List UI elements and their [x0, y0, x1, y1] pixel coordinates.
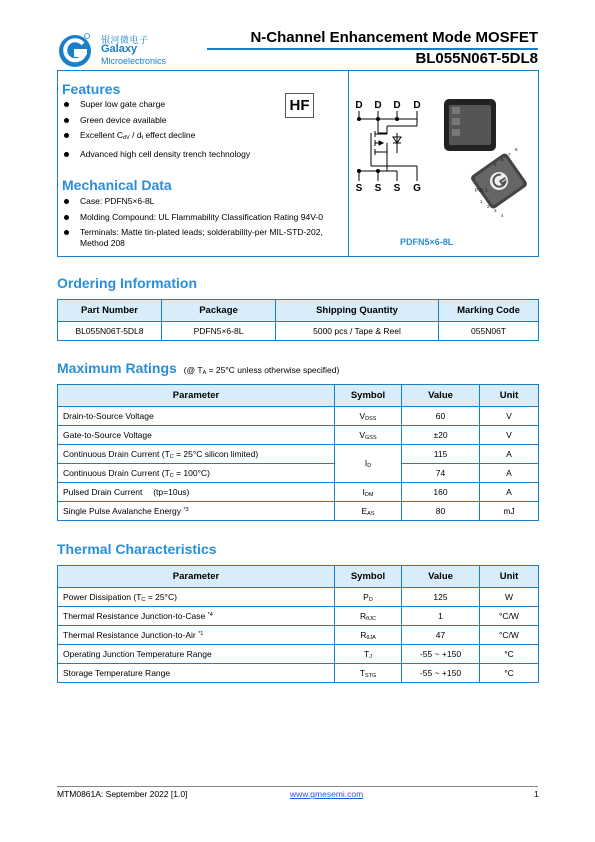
logo-sub-text: Microelectronics	[101, 56, 167, 66]
mechanical-item: Molding Compound: UL Flammability Classification Rating 94V-0	[63, 212, 343, 223]
table-cell: $T_J$	[335, 645, 402, 664]
table-header-row	[58, 566, 539, 588]
features-list	[63, 99, 250, 164]
svg-text:8: 8	[515, 147, 518, 152]
table-row	[58, 445, 539, 464]
logo-brand-text: Galaxy	[101, 43, 138, 55]
column-header: Parameter	[58, 385, 335, 407]
pin-label: S	[355, 183, 363, 194]
table-cell: BL055N06T-5DL8	[58, 322, 162, 341]
website-link[interactable]: www.gmesemi.com	[290, 789, 364, 799]
table-row	[58, 502, 539, 521]
table-cell: V	[480, 407, 539, 426]
max-ratings-heading: Maximum Ratings (@ $T_A = 25^\circ C$ unless otherwise specified)	[57, 360, 340, 376]
footer-divider	[57, 786, 538, 787]
company-logo	[57, 30, 187, 70]
logo-chinese-text: 银河微电子	[101, 36, 149, 46]
table-row	[58, 407, 539, 426]
feature-item: Excellent $C_{dV} / d_t$ effect decline	[63, 130, 250, 144]
table-cell: -55 ~ +150	[402, 645, 480, 664]
table-cell: $R_{\theta JC}$	[335, 607, 402, 626]
table-cell: -55 ~ +150	[402, 664, 480, 683]
pin-label: D	[374, 100, 382, 111]
table-cell: Single Pulse Avalanche Energy $^{*3}$	[58, 502, 335, 521]
thermal-heading: Thermal Characteristics	[57, 541, 217, 557]
table-cell: $R_{\theta JA}$	[335, 626, 402, 645]
column-header: Marking Code	[439, 300, 539, 322]
pin-label: G	[413, 183, 421, 194]
table-cell: 60	[402, 407, 480, 426]
svg-text:3: 3	[494, 208, 497, 213]
table-row	[58, 588, 539, 607]
column-header: Part Number	[58, 300, 162, 322]
table-cell: Storage Temperature Range	[58, 664, 335, 683]
pin-label: S	[393, 183, 401, 194]
max-ratings-condition: (@ $T_A = 25^\circ C$ unless otherwise specified)	[183, 365, 340, 376]
table-cell: Continuous Drain Current $(T_C = 100^\circ C)$	[58, 464, 335, 483]
svg-text:4: 4	[501, 213, 504, 218]
table-row	[58, 626, 539, 645]
table-cell: A	[480, 483, 539, 502]
column-header: Package	[162, 300, 276, 322]
table-cell: °C/W	[480, 607, 539, 626]
mechanical-heading: Mechanical Data	[62, 177, 172, 193]
mechanical-item: Terminals: Matte tin-plated leads; solderability-per MIL-STD-202, Method 208	[63, 227, 343, 249]
table-cell: ±20	[402, 426, 480, 445]
features-heading: Features	[62, 81, 121, 97]
table-cell: $P_D$	[335, 588, 402, 607]
column-header: Parameter	[58, 566, 335, 588]
feature-item: Green device available	[63, 115, 250, 126]
document-title: N-Channel Enhancement Mode MOSFET	[250, 29, 538, 46]
column-header: Unit	[480, 385, 539, 407]
table-cell: Continuous Drain Current ($T_C = 25^\circ C$ silicon limited)	[58, 445, 335, 464]
part-number-title: BL055N06T-5DL8	[415, 50, 538, 67]
page-number: 1	[534, 789, 539, 799]
column-header: Value	[402, 566, 480, 588]
table-cell: Thermal Resistance Junction-to-Case $^{*4}$	[58, 607, 335, 626]
table-cell: V	[480, 426, 539, 445]
table-cell: A	[480, 464, 539, 483]
table-cell: 125	[402, 588, 480, 607]
pin-label: D	[355, 100, 363, 111]
table-row	[58, 645, 539, 664]
table-cell: Pulsed Drain Current (tp=10us)	[58, 483, 335, 502]
column-header: Symbol	[335, 566, 402, 588]
table-cell: $I_{DM}$	[335, 483, 402, 502]
features-panel	[57, 70, 539, 257]
table-cell: 115	[402, 445, 480, 464]
table-cell: °C/W	[480, 626, 539, 645]
table-row	[58, 483, 539, 502]
table-header-row	[58, 300, 539, 322]
table-row	[58, 464, 539, 483]
table-row	[58, 426, 539, 445]
table-cell: $V_{DSS}$	[335, 407, 402, 426]
mosfet-symbol	[358, 111, 418, 181]
table-cell: mJ	[480, 502, 539, 521]
pin-label: S	[374, 183, 382, 194]
pin-label: D	[393, 100, 401, 111]
svg-text:7: 7	[508, 152, 511, 157]
table-row	[58, 664, 539, 683]
pin1-label: PIN 1	[475, 188, 488, 194]
column-header: Unit	[480, 566, 539, 588]
table-cell: Gate-to-Source Voltage	[58, 426, 335, 445]
table-cell: °C	[480, 645, 539, 664]
table-cell: 74	[402, 464, 480, 483]
svg-text:5: 5	[494, 162, 497, 167]
table-cell: W	[480, 588, 539, 607]
table-cell: $T_{STG}$	[335, 664, 402, 683]
table-cell: °C	[480, 664, 539, 683]
mechanical-list	[63, 196, 343, 254]
feature-item: Advanced high cell density trench technology	[63, 149, 250, 160]
column-header: Shipping Quantity	[276, 300, 439, 322]
package-diagram	[349, 71, 539, 236]
table-cell: $E_{AS}$	[335, 502, 402, 521]
column-header: Value	[402, 385, 480, 407]
table-cell: PDFN5×6-8L	[162, 322, 276, 341]
package-top-view	[444, 99, 496, 151]
table-cell: Drain-to-Source Voltage	[58, 407, 335, 426]
package-angled-view	[470, 152, 529, 210]
table-cell: Thermal Resistance Junction-to-Air $^{*1}$	[58, 626, 335, 645]
feature-item: Super low gate charge	[63, 99, 250, 110]
mechanical-item: Case: PDFN5×6-8L	[63, 196, 343, 207]
table-cell: 160	[402, 483, 480, 502]
table-cell: A	[480, 445, 539, 464]
column-header: Symbol	[335, 385, 402, 407]
galaxy-g-logo-icon	[57, 32, 93, 68]
table-row	[58, 322, 539, 341]
table-row	[58, 607, 539, 626]
table-cell: Power Dissipation $(T_C = 25^\circ C)$	[58, 588, 335, 607]
table-cell: Operating Junction Temperature Range	[58, 645, 335, 664]
svg-text:6: 6	[501, 157, 504, 162]
table-cell: 055N06T	[439, 322, 539, 341]
table-cell: 5000 pcs / Tape & Reel	[276, 322, 439, 341]
table-cell: $I_D$	[335, 445, 402, 483]
svg-text:2: 2	[487, 204, 490, 209]
halogen-free-badge: HF	[285, 93, 314, 118]
thermal-table	[57, 565, 539, 683]
max-ratings-table	[57, 384, 539, 521]
table-header-row	[58, 385, 539, 407]
ordering-table	[57, 299, 539, 341]
ordering-heading: Ordering Information	[57, 275, 197, 291]
svg-text:1: 1	[480, 199, 483, 204]
table-cell: $V_{GSS}$	[335, 426, 402, 445]
table-cell: 47	[402, 626, 480, 645]
document-revision: MTM0861A: September 2022 [1.0]	[57, 789, 188, 799]
pin-label: D	[413, 100, 421, 111]
package-caption: PDFN5×6-8L	[400, 237, 454, 247]
table-cell: 80	[402, 502, 480, 521]
table-cell: 1	[402, 607, 480, 626]
